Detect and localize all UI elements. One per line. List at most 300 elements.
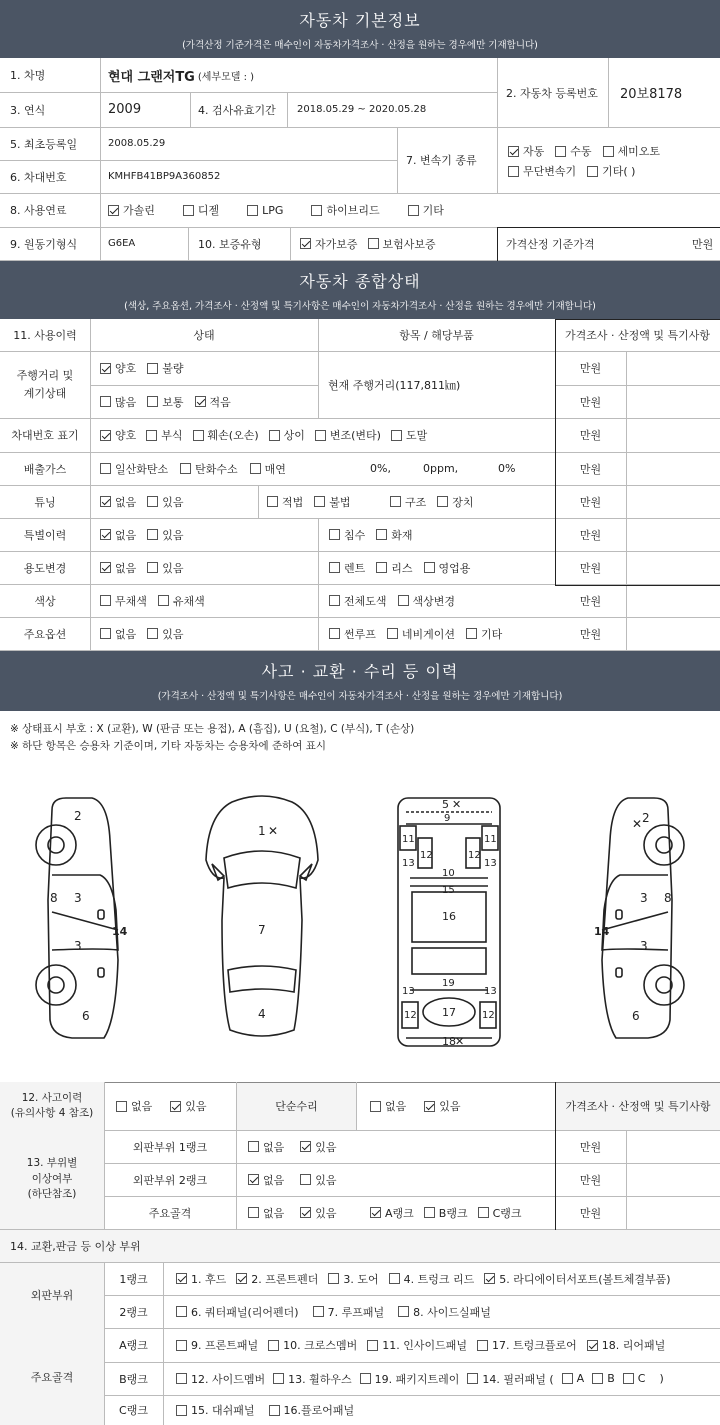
car-name-label: 1. 차명 (10, 69, 46, 82)
option-label: 있음 (315, 1140, 337, 1154)
option-ra-3[interactable] (477, 1337, 577, 1353)
checkbox-vinopt-4[interactable] (315, 430, 326, 441)
checkbox-accrow1-1[interactable] (300, 1174, 311, 1185)
checkbox-r2-0[interactable] (176, 1306, 187, 1317)
option-label: 훼손(오손) (207, 429, 259, 442)
checkbox-use2-2[interactable] (424, 562, 435, 573)
inspection-value: 2018.05.29 ~ 2020.05.28 (297, 104, 427, 115)
engine-label: 9. 원동기형식 (10, 237, 78, 251)
rankB-options (176, 1362, 664, 1395)
diagram-top-7: 7 (258, 923, 266, 937)
option-col2-0[interactable] (329, 593, 387, 609)
checkbox-spec-0[interactable] (100, 529, 111, 540)
option-tune2-1[interactable] (314, 494, 350, 510)
checkbox-ra-0[interactable] (176, 1340, 187, 1351)
emission-co: 0%, (370, 462, 391, 475)
checkbox-r1-4[interactable] (484, 1273, 495, 1284)
checkbox-optn-0[interactable] (100, 628, 111, 639)
rankC-label: C랭크 (119, 1404, 148, 1417)
option-acc-0[interactable] (116, 1098, 152, 1114)
diagram-left-8: 8 (50, 891, 58, 905)
price-unit-8: 만원 (579, 627, 602, 641)
basic-info-header (0, 0, 720, 58)
checkbox-spec2-1[interactable] (376, 529, 387, 540)
diagram-under-9: 9 (444, 813, 451, 824)
price-unit-3: 만원 (579, 462, 602, 476)
checkbox-tune3-0[interactable] (390, 496, 401, 507)
option-mil1-1[interactable] (147, 360, 183, 376)
checkbox-optn2-0[interactable] (329, 628, 340, 639)
option-accranks-0[interactable] (370, 1205, 414, 1221)
special-history-label: 특별이력 (23, 528, 67, 542)
option-rb-3[interactable] (467, 1371, 553, 1387)
checkbox-accranks-1[interactable] (424, 1207, 435, 1218)
option-optn2-0[interactable] (329, 626, 376, 642)
option-label: 있음 (162, 627, 184, 641)
option-accrow2-1[interactable] (300, 1205, 336, 1221)
option-accrow2-0[interactable] (248, 1205, 284, 1221)
option-use2-2[interactable] (424, 560, 471, 576)
checkbox-mil2-1[interactable] (147, 396, 158, 407)
checkbox-rb-0[interactable] (176, 1373, 187, 1384)
option-label: 보통 (162, 395, 184, 409)
option-rc-1[interactable] (269, 1402, 355, 1418)
option-fuel-0[interactable] (108, 202, 155, 218)
option-label: 장치 (452, 495, 474, 509)
option-fuel-3[interactable] (311, 202, 379, 218)
accident-history-label: 12. 사고이력 (유의사항 4 참조) (10, 1092, 94, 1119)
option-tune-1[interactable] (147, 494, 183, 510)
option-label: 없음 (115, 528, 137, 542)
part-price-unit-2: 만원 (579, 1206, 602, 1220)
mileage-text: 현재 주행거리(117,811㎞) (328, 378, 461, 392)
checkbox-accrow2-0[interactable] (248, 1207, 259, 1218)
main-frame-label: 주요골격 (30, 1370, 74, 1384)
option-gas-0[interactable] (100, 461, 168, 477)
checkbox-spec-1[interactable] (147, 529, 158, 540)
checkbox-warranty-1[interactable] (368, 238, 379, 249)
vin-mark-options (100, 418, 437, 452)
vehicle-standard-note: ※ 하단 항목은 승용차 기준이며, 기타 자동차는 승용차에 준하여 표시 (10, 740, 327, 752)
option-r2-1[interactable] (313, 1304, 385, 1320)
state-header: 상태 (193, 329, 215, 342)
checkbox-accranks-0[interactable] (370, 1207, 381, 1218)
transmission-label: 7. 변속기 종류 (406, 154, 477, 167)
option-tune2-0[interactable] (267, 494, 303, 510)
checkbox-use-0[interactable] (100, 562, 111, 573)
transmission-option-4[interactable] (587, 163, 635, 179)
checkbox-col2-1[interactable] (398, 595, 409, 606)
mileage-amount-options (100, 385, 242, 418)
diagram-left-6: 6 (82, 1009, 90, 1023)
option-col-0[interactable] (100, 593, 147, 609)
checkbox-tune2-0[interactable] (267, 496, 278, 507)
price-unit-0: 만원 (579, 362, 602, 375)
color-detail (329, 584, 466, 617)
checkbox-accrow2-1[interactable] (300, 1207, 311, 1218)
rank2-label: 2랭크 (119, 1305, 148, 1319)
special-history-options (100, 518, 195, 551)
option-ra-1[interactable] (268, 1337, 357, 1353)
checkbox-col-0[interactable] (100, 595, 111, 606)
checkbox-rb-2[interactable] (360, 1373, 371, 1384)
checkbox-transmission-2[interactable] (603, 146, 614, 157)
option-acc-1[interactable] (170, 1098, 206, 1114)
main-option-label: 주요옵션 (23, 627, 67, 641)
option-label: 하이브리드 (326, 204, 380, 217)
part-row-options-2 (248, 1196, 353, 1229)
option-label: 상이 (283, 429, 305, 442)
part-status-label: 13. 부위별 이상여부 (하단참조) (26, 1156, 78, 1201)
option-label: 보험사보증 (382, 237, 436, 251)
first-reg-label: 5. 최초등록일 (10, 137, 78, 151)
checkbox-col-1[interactable] (158, 595, 169, 606)
checkbox-mil1-1[interactable] (147, 363, 158, 374)
option-spec2-1[interactable] (376, 527, 412, 543)
option-mil1-0[interactable] (100, 360, 136, 376)
option-vinopt-0[interactable] (100, 427, 136, 443)
option-optn2-2[interactable] (466, 626, 502, 642)
checkbox-transmission-0[interactable] (508, 146, 519, 157)
accident-subtitle: (가격조사 · 산정액 및 특기사항은 매수인이 자동차가격조사 · 산정을 원하는 경우에만 기재합니다) (157, 691, 563, 702)
checkbox-use2-1[interactable] (376, 562, 387, 573)
checkbox-vinopt-2[interactable] (193, 430, 204, 441)
option-label: 없음 (263, 1140, 285, 1154)
option-label: 17. 트렁크플로어 (492, 1339, 577, 1352)
option-tune3-1[interactable] (437, 494, 473, 510)
checkbox-vinopt-1[interactable] (146, 430, 157, 441)
option-spec-0[interactable] (100, 527, 136, 543)
price-header: 가격조사 · 산정액 및 특기사항 (565, 329, 710, 342)
accident-history-options (116, 1082, 225, 1130)
option-label: 18. 리어패널 (601, 1339, 666, 1352)
option-label: 19. 패키지트레이 (374, 1372, 460, 1386)
option-optn-0[interactable] (100, 626, 136, 642)
option-use-0[interactable] (100, 560, 136, 576)
tuning-options (100, 485, 195, 518)
part-row-label-1: 외판부위 2랭크 (132, 1173, 208, 1187)
use-change-label: 용도변경 (23, 561, 67, 575)
checkbox-simple-1[interactable] (424, 1101, 435, 1112)
checkbox-mil1-0[interactable] (100, 363, 111, 374)
color-label: 색상 (34, 594, 56, 608)
option-label: 8. 사이드실패널 (413, 1305, 491, 1319)
checkbox-fuel-2[interactable] (247, 205, 258, 216)
checkbox-r1-2[interactable] (328, 1273, 339, 1284)
option-ra-4[interactable] (587, 1337, 666, 1353)
option-mil2-0[interactable] (100, 394, 136, 410)
option-label: 기타( ) (602, 165, 636, 178)
option-label: 자가보증 (315, 237, 358, 251)
transmission-option-1[interactable] (555, 143, 591, 159)
checkbox-r1-0[interactable] (176, 1273, 187, 1284)
checkbox-r2-1[interactable] (313, 1306, 324, 1317)
option-label: 3. 도어 (343, 1272, 379, 1286)
transmission-option-3[interactable] (508, 163, 576, 179)
option-label: 수동 (570, 145, 592, 158)
option-label: 디젤 (197, 204, 220, 217)
option-label: 구조 (405, 495, 427, 509)
warranty-label: 10. 보증유형 (198, 237, 262, 251)
option-r1-4[interactable] (484, 1271, 670, 1287)
emission-label: 배출가스 (23, 462, 67, 476)
symbol-legend-note: ※ 상태표시 부호 : X (교환), W (판금 또는 용접), A (흠집), U (요철), C (부식), T (손상) (10, 723, 415, 735)
checkbox-ra-2[interactable] (367, 1340, 378, 1351)
part-row-label-2: 주요골격 (148, 1206, 192, 1220)
option-ra-0[interactable] (176, 1337, 258, 1353)
option-fuel-4[interactable] (408, 202, 444, 218)
option-accranks-2[interactable] (478, 1205, 522, 1221)
option-rb-0[interactable] (176, 1371, 265, 1387)
option-r1-2[interactable] (328, 1271, 378, 1287)
checkbox-rb-4[interactable] (562, 1373, 573, 1384)
option-accrow1-1[interactable] (300, 1172, 336, 1188)
checkbox-transmission-3[interactable] (508, 166, 519, 177)
checkbox-simple-0[interactable] (370, 1101, 381, 1112)
diagram-under-13d: 13 (484, 986, 497, 997)
checkbox-fuel-0[interactable] (108, 205, 119, 216)
option-label: 많음 (115, 395, 137, 409)
option-vinopt-4[interactable] (315, 427, 381, 443)
checkbox-rc-0[interactable] (176, 1405, 187, 1416)
option-label: 영업용 (438, 561, 471, 575)
checkbox-tune2-1[interactable] (314, 496, 325, 507)
checkbox-ra-1[interactable] (268, 1340, 279, 1351)
option-accrow0-0[interactable] (248, 1139, 284, 1155)
option-mil2-2[interactable] (195, 394, 231, 410)
checkbox-fuel-4[interactable] (408, 205, 419, 216)
option-tune3-0[interactable] (390, 494, 426, 510)
option-label: 자동 (523, 145, 545, 158)
accident-price-header: 가격조사 · 산정액 및 특기사항 (565, 1100, 711, 1113)
transmission-option-2[interactable] (603, 143, 661, 159)
part-price-unit-0: 만원 (579, 1140, 602, 1154)
part-price-unit-1: 만원 (579, 1173, 602, 1187)
checkbox-accrow0-0[interactable] (248, 1141, 259, 1152)
checkbox-vinopt-0[interactable] (100, 430, 111, 441)
option-label: 침수 (344, 528, 366, 542)
option-mil2-1[interactable] (147, 394, 183, 410)
checkbox-accrow1-0[interactable] (248, 1174, 259, 1185)
transmission-option-0[interactable] (508, 143, 544, 159)
base-price-unit: 만원 (692, 237, 714, 251)
fuel-options (108, 193, 472, 227)
part-row-options-0 (248, 1130, 353, 1163)
part-row-label-0: 외판부위 1랭크 (132, 1140, 208, 1154)
diagram-under-11a: 11 (402, 834, 415, 845)
checkbox-transmission-1[interactable] (555, 146, 566, 157)
option-r1-0[interactable] (176, 1271, 226, 1287)
checkbox-ra-3[interactable] (477, 1340, 488, 1351)
year-value: 2009 (108, 102, 142, 117)
diagram-under-12d: 12 (482, 1010, 495, 1021)
option-gas-1[interactable] (180, 461, 238, 477)
diagram-top-4: 4 (258, 1007, 266, 1021)
option-label: 없음 (263, 1173, 285, 1187)
option-label: 14. 필러패널 ( (482, 1372, 554, 1386)
price-unit-2: 만원 (579, 429, 602, 442)
option-simple-1[interactable] (424, 1098, 460, 1114)
diagram-right-2-mark: ✕ (632, 817, 643, 831)
option-label: 네비게이션 (401, 627, 456, 641)
checkbox-rb-5[interactable] (592, 1373, 603, 1384)
option-label: 썬루프 (344, 627, 376, 641)
price-unit-7: 만원 (579, 594, 602, 608)
checkbox-tune-1[interactable] (147, 496, 158, 507)
checkbox-gas-0[interactable] (100, 463, 111, 474)
option-optn2-1[interactable] (387, 626, 455, 642)
checkbox-ra-4[interactable] (587, 1340, 598, 1351)
option-fuel-1[interactable] (183, 202, 219, 218)
option-rb-4[interactable] (562, 1372, 585, 1385)
checkbox-mil2-2[interactable] (195, 396, 206, 407)
option-use2-0[interactable] (329, 560, 365, 576)
option-fuel-2[interactable] (247, 204, 283, 217)
option-spec-1[interactable] (147, 527, 183, 543)
option-r1-1[interactable] (236, 1271, 318, 1287)
option-label: 12. 사이드멤버 (191, 1372, 266, 1386)
option-optn-1[interactable] (147, 626, 183, 642)
option-label: 렌트 (344, 561, 366, 575)
overall-status-header (0, 261, 720, 319)
option-label: 가솔린 (123, 204, 155, 217)
diagram-under-5: 5 (442, 798, 449, 811)
checkbox-accrow0-1[interactable] (300, 1141, 311, 1152)
basic-info-title: 자동차 기본정보 (299, 11, 421, 30)
option-r2-2[interactable] (398, 1304, 491, 1320)
option-accranks-1[interactable] (424, 1205, 468, 1221)
option-r2-0[interactable] (176, 1304, 299, 1320)
checkbox-rb-3[interactable] (467, 1373, 478, 1384)
diagram-under-5-mark: ✕ (452, 798, 462, 811)
diagram-under-10: 10 (442, 868, 455, 879)
checkbox-optn2-1[interactable] (387, 628, 398, 639)
option-vinopt-2[interactable] (193, 427, 259, 443)
overall-status-subtitle: (색상, 주요옵션, 가격조사 · 산정액 및 특기사항은 매수인이 자동차가격조사 · 산정을 원하는 경우에만 기재합니다) (124, 301, 596, 312)
option-r1-3[interactable] (389, 1271, 475, 1287)
option-rb-2[interactable] (360, 1371, 460, 1387)
main-option-options (100, 617, 195, 650)
option-gas-2[interactable] (250, 461, 286, 477)
checkbox-spec2-0[interactable] (329, 529, 340, 540)
option-vinopt-5[interactable] (391, 427, 427, 443)
option-accrow0-1[interactable] (300, 1139, 336, 1155)
checkbox-fuel-1[interactable] (183, 205, 194, 216)
option-ra-2[interactable] (367, 1337, 467, 1353)
price-unit-1: 만원 (579, 395, 602, 409)
option-accrow1-0[interactable] (248, 1172, 284, 1188)
checkbox-rb-6[interactable] (623, 1373, 634, 1384)
option-simple-0[interactable] (370, 1098, 406, 1114)
option-label: 불법 (329, 495, 351, 509)
checkbox-vinopt-3[interactable] (269, 430, 280, 441)
outer-panel-label: 외판부위 (30, 1289, 74, 1302)
checkbox-tune-0[interactable] (100, 496, 111, 507)
emission-options (100, 452, 298, 485)
checkbox-rb-1[interactable] (273, 1373, 284, 1384)
diagram-under-18: 18 (442, 1035, 456, 1048)
option-label: 탄화수소 (195, 462, 238, 476)
checkbox-gas-1[interactable] (180, 463, 191, 474)
option-label: 양호 (115, 429, 137, 442)
option-label: 4. 트렁크 리드 (403, 1272, 475, 1286)
checkbox-use2-0[interactable] (329, 562, 340, 573)
checkbox-transmission-4[interactable] (587, 166, 598, 177)
diagram-left-14: 14 (112, 925, 128, 938)
option-label: 무채색 (115, 594, 147, 608)
option-vinopt-3[interactable] (269, 427, 305, 443)
option-vinopt-1[interactable] (146, 427, 182, 443)
checkbox-warranty-0[interactable] (300, 238, 311, 249)
option-label: B (607, 1372, 615, 1385)
checkbox-accranks-2[interactable] (478, 1207, 489, 1218)
option-label: 매연 (264, 462, 286, 476)
use-change-options (100, 551, 195, 584)
option-warranty-1[interactable] (368, 236, 436, 252)
checkbox-gas-2[interactable] (250, 463, 261, 474)
checkbox-tune3-1[interactable] (437, 496, 448, 507)
option-spec2-0[interactable] (329, 527, 365, 543)
option-col2-1[interactable] (398, 593, 456, 609)
first-reg-value: 2008.05.29 (108, 138, 166, 149)
checkbox-optn2-2[interactable] (466, 628, 477, 639)
checkbox-use-1[interactable] (147, 562, 158, 573)
item-header: 항목 / 해당부품 (399, 329, 474, 342)
option-tune-0[interactable] (100, 494, 136, 510)
checkbox-acc-0[interactable] (116, 1101, 127, 1112)
car-name-value: 현대 그랜저TG (108, 69, 195, 85)
diagram-under-13a: 13 (402, 858, 415, 869)
vin-mark-label: 차대번호 표기 (11, 429, 79, 442)
option-label: 없음 (115, 561, 137, 575)
diagram-under-12c: 12 (404, 1010, 417, 1021)
option-label: 화재 (391, 528, 413, 542)
diagram-under-11b: 11 (484, 834, 497, 845)
diagram-under-12a: 12 (420, 850, 433, 861)
checkbox-vinopt-5[interactable] (391, 430, 402, 441)
option-col-1[interactable] (158, 593, 205, 609)
checkbox-r1-1[interactable] (236, 1273, 247, 1284)
option-use-1[interactable] (147, 560, 183, 576)
diagram-under-17: 17 (442, 1006, 456, 1019)
option-rb-6[interactable] (623, 1372, 646, 1385)
option-label: 9. 프론트패널 (191, 1339, 259, 1352)
option-rb-5[interactable] (592, 1372, 615, 1385)
checkbox-fuel-3[interactable] (311, 205, 322, 216)
option-warranty-0[interactable] (300, 236, 358, 252)
option-rb-1[interactable] (273, 1371, 352, 1387)
exchange-title: 14. 교환,판금 등 이상 부위 (10, 1240, 141, 1253)
option-label: 없음 (385, 1100, 407, 1113)
option-label: A랭크 (385, 1206, 414, 1220)
option-use2-1[interactable] (376, 560, 412, 576)
option-label: 16.플로어패널 (283, 1404, 355, 1417)
rankB-label: B랭크 (119, 1372, 148, 1386)
checkbox-acc-1[interactable] (170, 1101, 181, 1112)
option-label: C (637, 1372, 646, 1385)
checkbox-mil2-0[interactable] (100, 396, 111, 407)
part-row-options-1 (248, 1163, 353, 1196)
option-label: 일산화탄소 (115, 462, 169, 476)
checkbox-rc-1[interactable] (269, 1405, 280, 1416)
checkbox-r2-2[interactable] (398, 1306, 409, 1317)
option-rc-0[interactable] (176, 1402, 255, 1418)
reg-number-value: 20보8178 (620, 87, 683, 102)
checkbox-col2-0[interactable] (329, 595, 340, 606)
checkbox-r1-3[interactable] (389, 1273, 400, 1284)
option-label: 6. 쿼터패널(리어펜더) (191, 1305, 299, 1319)
checkbox-optn-1[interactable] (147, 628, 158, 639)
